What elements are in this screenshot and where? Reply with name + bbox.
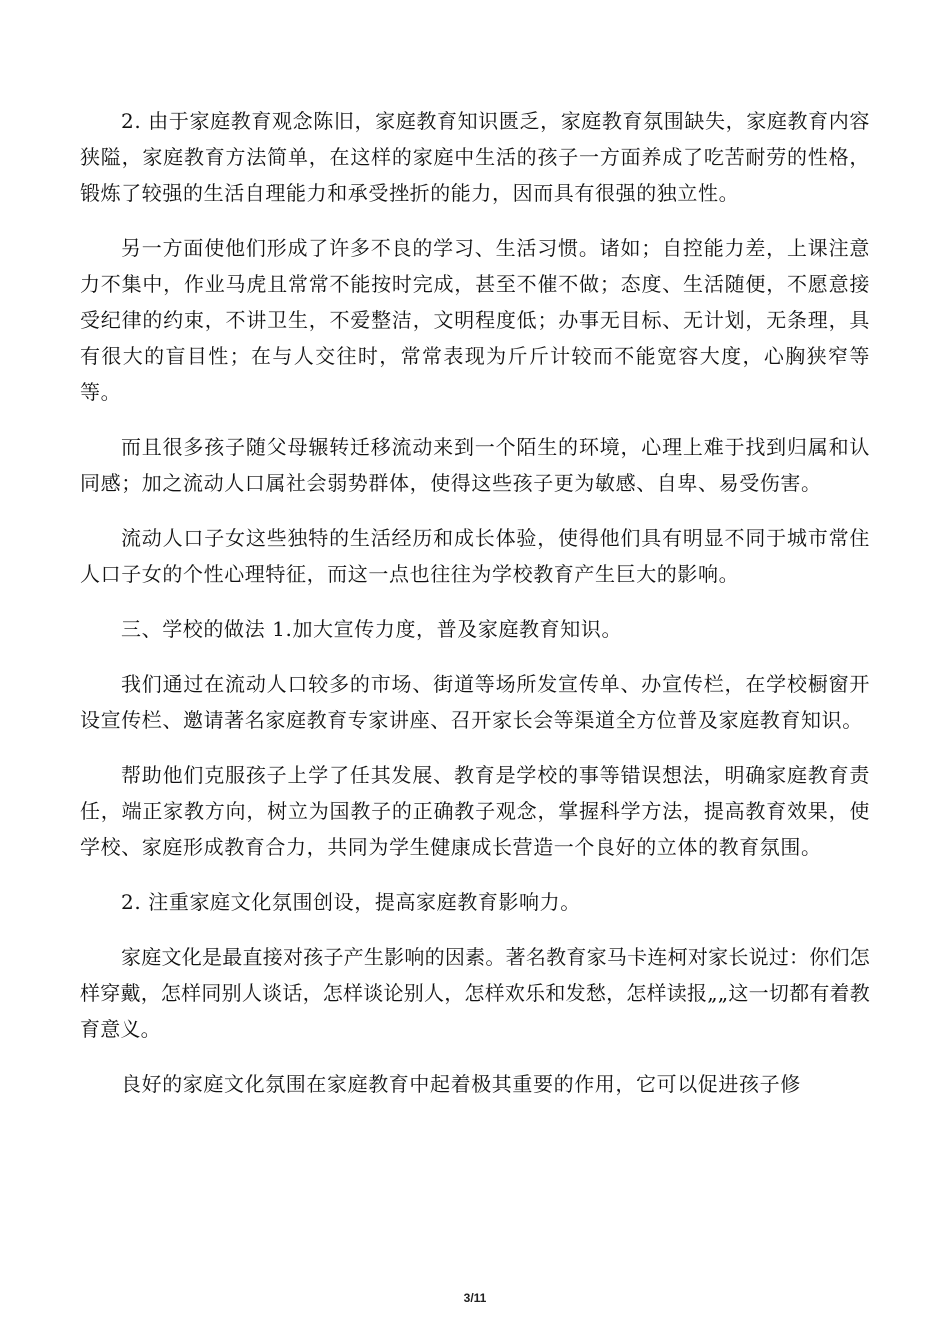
document-body <box>80 103 870 1121</box>
paragraph-publicity-channels: 我们通过在流动人口较多的市场、街道等场所发宣传单、办宣传栏，在学校橱窗开设宣传栏、邀请著名家庭教育专家讲座、召开家长会等渠道全方位普及家庭教育知识。 <box>80 672 870 732</box>
section-heading-school-practice: 三、学校的做法 1.加大宣传力度，普及家庭教育知识。 <box>121 617 623 641</box>
paragraph-unfamiliar-environment: 而且很多孩子随父母辗转迁移流动来到一个陌生的环境，心理上难于找到归属和认同感；加之流动人口属社会弱势群体，使得这些孩子更为敏感、自卑、易受伤害。 <box>80 435 870 495</box>
paragraph-bad-habits: 另一方面使他们形成了许多不良的学习、生活习惯。诸如；自控能力差，上课注意力不集中，作业马虎且常常不能按时完成，甚至不催不做；态度、生活随便，不愿意接受纪律的约束，不讲卫生，不爱整洁，文明程度低；办事无目标、无计划，无条理，具有很大的盲目性；在与人交往时，常常表现为斤斤计较而不能宽容大度，心胸狭窄等等。 <box>80 236 870 404</box>
paragraph-help-parents: 帮助他们克服孩子上学了任其发展、教育是学校的事等错误想法，明确家庭教育责任，端正家教方向，树立为国教子的正确教子观念，掌握科学方法，提高教育效果，使学校、家庭形成教育合力，共同为学生健康成长营造一个良好的立体的教育氛围。 <box>80 763 870 859</box>
paragraph-family-education-problems: 2. 由于家庭教育观念陈旧，家庭教育知识匮乏，家庭教育氛围缺失，家庭教育内容狭隘，家庭教育方法简单，在这样的家庭中生活的孩子一方面养成了吃苦耐劳的性格，锻炼了较强的生活自理能力和承受挫折的能力，因而具有很强的独立性。 <box>80 109 870 205</box>
paragraph-family-culture-quote: 家庭文化是最直接对孩子产生影响的因素。著名教育家马卡连柯对家长说过：你们怎样穿戴，怎样同别人谈话，怎样谈论别人，怎样欢乐和发愁，怎样读报„„这一切都有着教育意义。 <box>80 945 870 1041</box>
paragraph-family-culture-importance: 良好的家庭文化氛围在家庭教育中起着极其重要的作用，它可以促进孩子修 <box>121 1072 801 1096</box>
subheading-family-culture: 2. 注重家庭文化氛围创设，提高家庭教育影响力。 <box>121 890 581 914</box>
page-number: 3/11 <box>463 1291 487 1305</box>
paragraph-personality-traits: 流动人口子女这些独特的生活经历和成长体验，使得他们具有明显不同于城市常住人口子女的个性心理特征，而这一点也往往为学校教育产生巨大的影响。 <box>80 526 870 586</box>
